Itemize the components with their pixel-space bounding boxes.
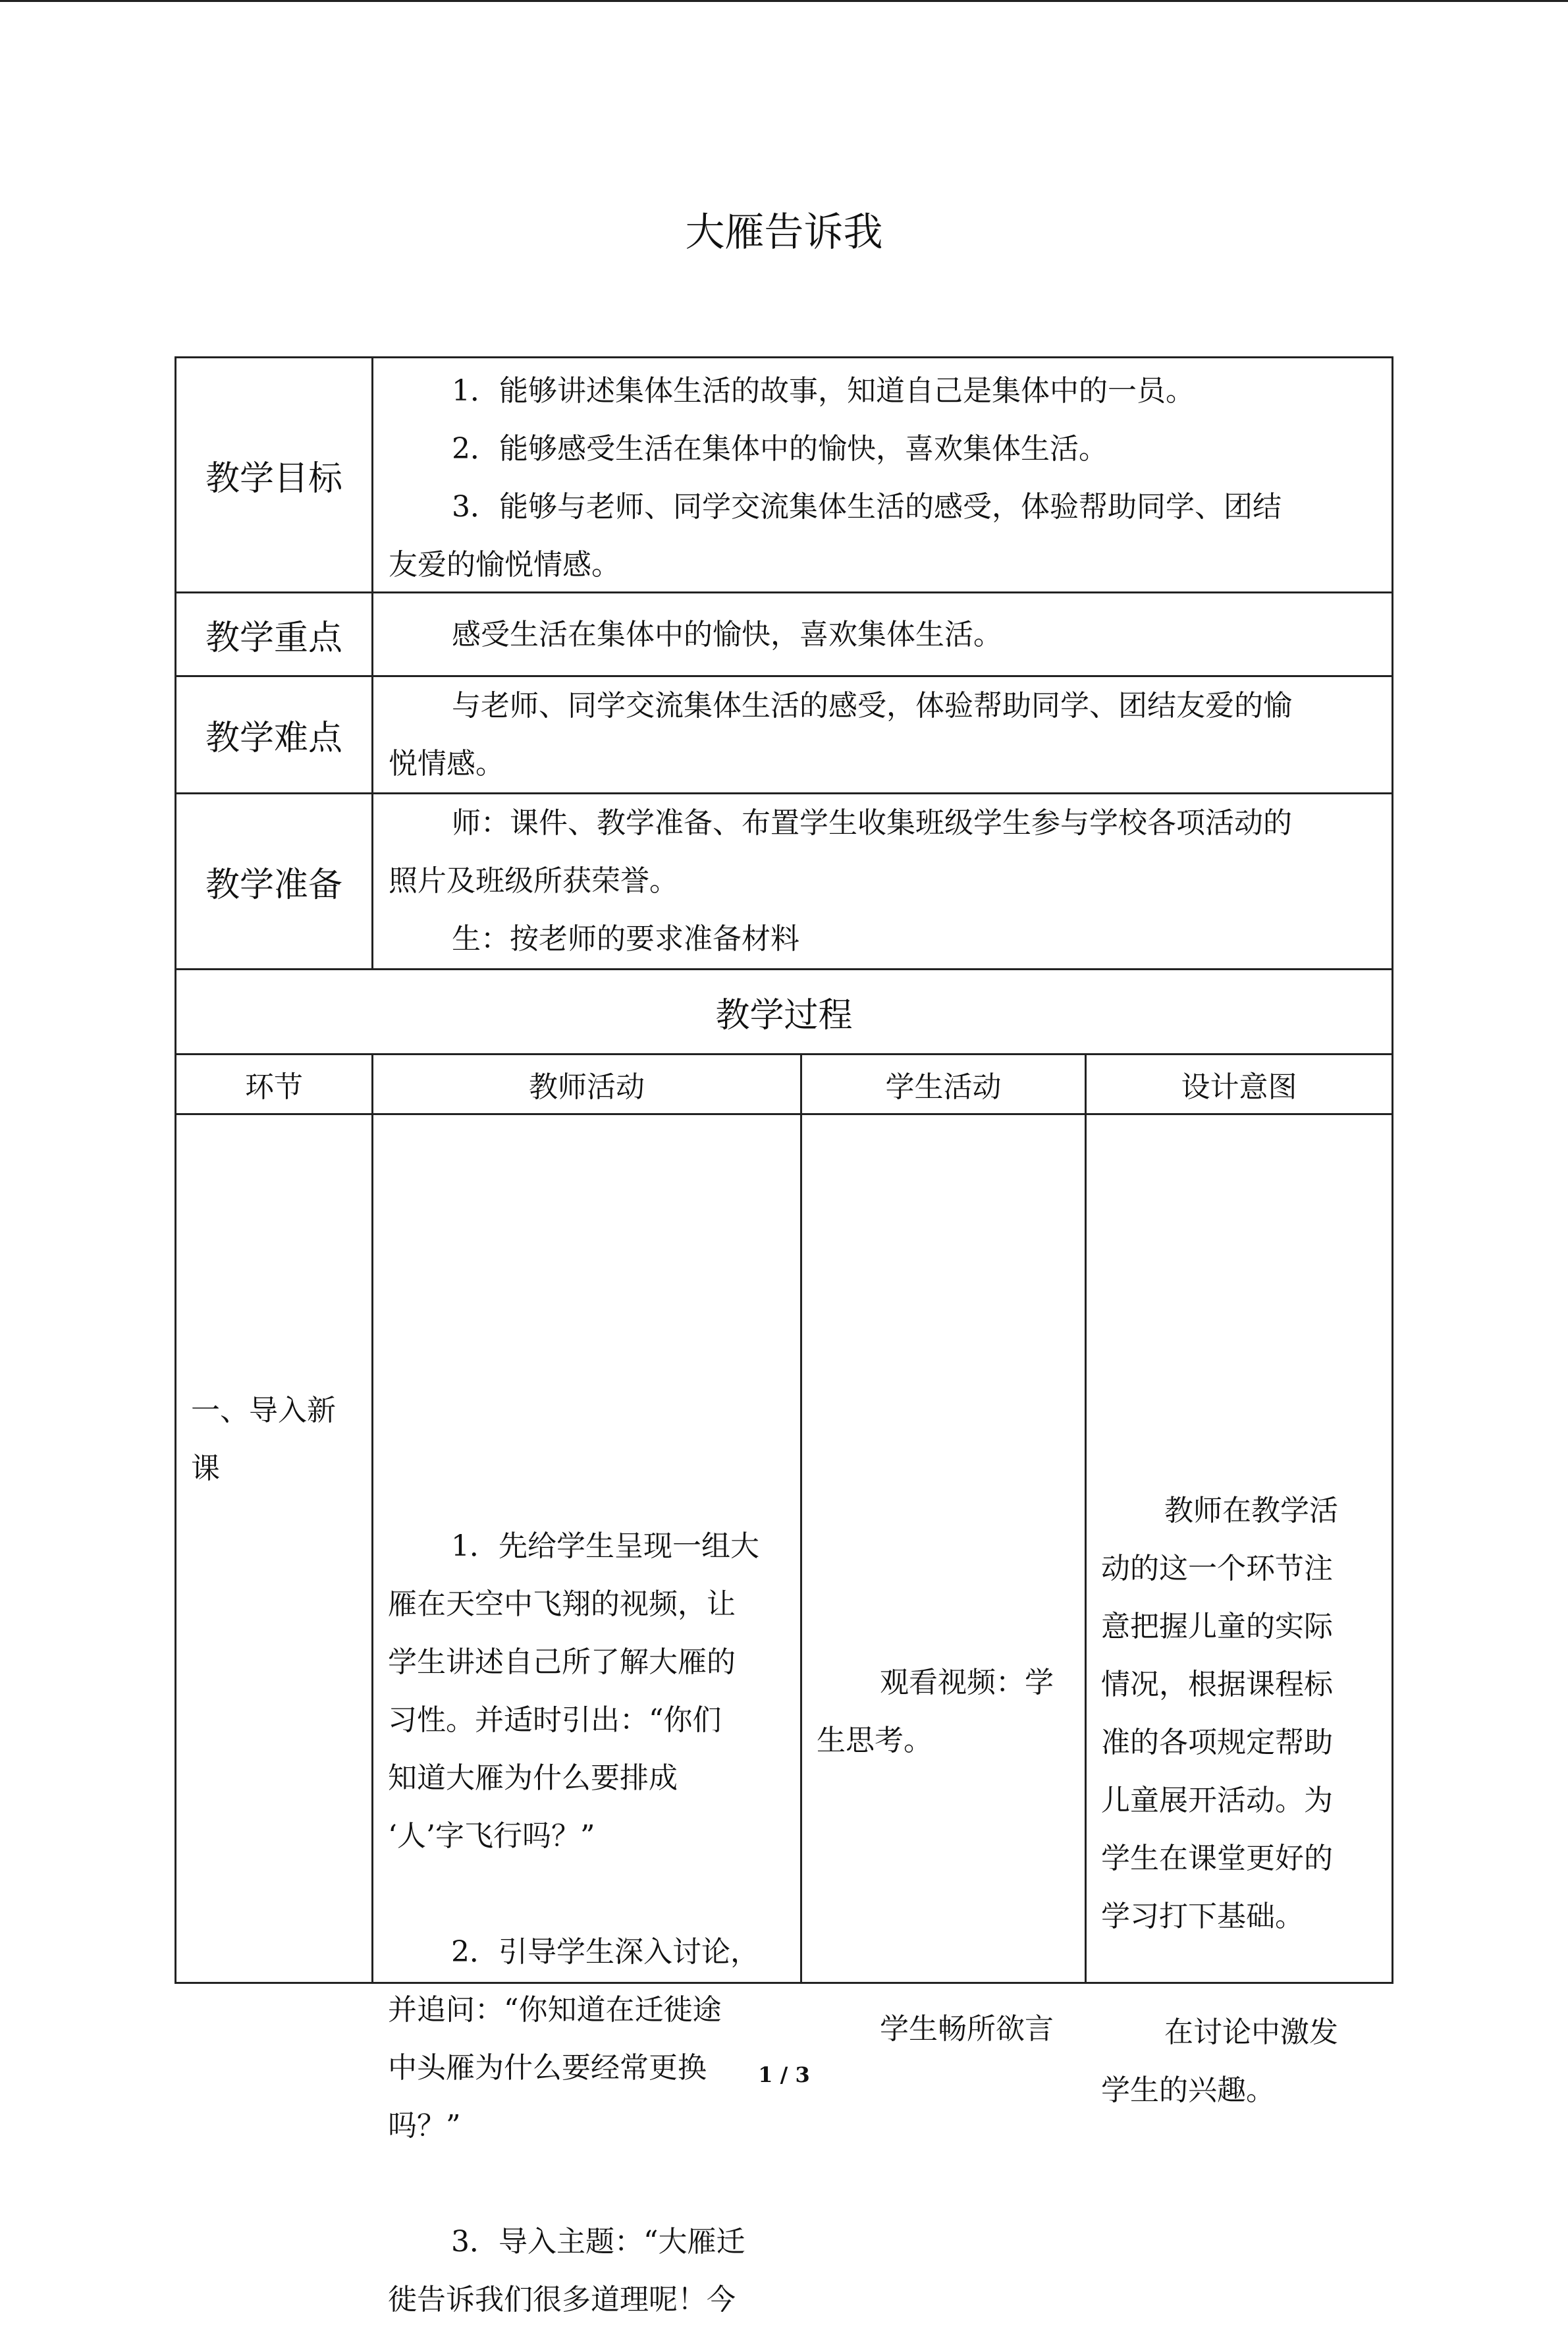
preparation-text: 生：按老师的要求准备材料 — [452, 922, 799, 956]
teacher-step-1: 1．先给学生呈现一组大 — [451, 1529, 759, 1563]
label-column-divider — [371, 356, 373, 968]
difficulty-content — [389, 677, 1376, 793]
top-border — [0, 0, 1568, 2]
stage-text: 课 — [191, 1452, 220, 1485]
header-stage: 环节 — [245, 1070, 303, 1104]
design-intent-text: 学生的兴趣。 — [1101, 2073, 1275, 2107]
student-activity-text: 学生畅所欲言 — [880, 2012, 1054, 2046]
design-intent-text: 学习打下基础。 — [1101, 1900, 1304, 1933]
student-activity-cell — [802, 1654, 1085, 1770]
student-activity-text: 生思考。 — [817, 1724, 933, 1757]
design-intent-text: 学生在课堂更好的 — [1101, 1842, 1333, 1875]
teacher-step-3: 3．导入主题：“大雁迁 — [451, 2225, 745, 2259]
table-border-right — [1392, 356, 1393, 1984]
stage-text: 一、导入新 — [191, 1394, 336, 1427]
page-title: 大雁告诉我 — [685, 209, 883, 256]
key-points-label: 教学重点 — [205, 618, 342, 658]
design-intent-text: 儿童展开活动。为 — [1101, 1784, 1333, 1817]
header-teacher-activity: 教师活动 — [529, 1070, 645, 1104]
design-intent-text: 动的这一个环节注 — [1101, 1552, 1333, 1585]
design-intent-text: 意把握儿童的实际 — [1101, 1610, 1333, 1643]
goals-label: 教学目标 — [205, 458, 342, 499]
preparation-content — [389, 794, 1376, 968]
student-activity-cell-2 — [802, 2000, 1085, 2058]
teacher-step-3-line: 徙告诉我们很多道理呢！今 — [388, 2283, 736, 2316]
teacher-step-2-line: 中头雁为什么要经常更换 — [388, 2051, 707, 2085]
student-activity-text: 观看视频：学 — [880, 1666, 1054, 1699]
goal-item: 2．能够感受生活在集体中的愉快，喜欢集体生活。 — [452, 432, 1108, 466]
preparation-text: 照片及班级所获荣誉。 — [389, 864, 678, 898]
teacher-step-2: 2．引导学生深入讨论， — [451, 1935, 759, 1969]
difficulty-text: 悦情感。 — [389, 747, 504, 781]
design-intent-cell — [1087, 1482, 1392, 2120]
teacher-step-1-line: 学生讲述自己所了解大雁的 — [388, 1645, 736, 1679]
design-intent-text: 教师在教学活 — [1164, 1494, 1338, 1527]
teacher-step-1-line: 雁在天空中飞翔的视频，让 — [388, 1587, 736, 1621]
page-number: 1 / 3 — [758, 2062, 810, 2087]
goal-item: 3．能够与老师、同学交流集体生活的感受，体验帮助同学、团结 — [452, 490, 1282, 524]
stage-cell — [176, 1382, 371, 1498]
teacher-step-1-line: ‘人’字飞行吗？” — [388, 1819, 595, 1853]
preparation-label: 教学准备 — [205, 865, 342, 905]
row-divider — [175, 1113, 1393, 1115]
key-points-content — [389, 606, 1376, 664]
goals-content — [389, 362, 1376, 594]
difficulty-label: 教学难点 — [205, 719, 342, 758]
column-divider — [800, 1053, 802, 1984]
design-intent-text: 情况，根据课程标 — [1101, 1668, 1333, 1701]
header-student-activity: 学生活动 — [885, 1070, 1002, 1104]
header-design-intent: 设计意图 — [1181, 1070, 1297, 1104]
process-title: 教学过程 — [715, 995, 853, 1035]
teacher-step-1-line: 习性。并适时引出：“你们 — [388, 1703, 722, 1737]
teacher-step-2-line: 并追问：“你知道在迁徙途 — [388, 1993, 722, 2027]
teacher-step-1-line: 知道大雁为什么要排成 — [388, 1761, 678, 1795]
teacher-activity-cell — [373, 1518, 800, 2329]
goal-item-continuation: 友爱的愉悦情感。 — [389, 548, 620, 582]
teacher-step-2-line: 吗？” — [388, 2109, 461, 2143]
key-points-text: 感受生活在集体中的愉快，喜欢集体生活。 — [452, 618, 1002, 651]
design-intent-text: 准的各项规定帮助 — [1101, 1726, 1333, 1759]
difficulty-text: 与老师、同学交流集体生活的感受，体验帮助同学、团结友爱的愉 — [452, 689, 1292, 723]
design-intent-text: 在讨论中激发 — [1164, 2015, 1338, 2049]
goal-item: 1．能够讲述集体生活的故事，知道自己是集体中的一员。 — [452, 374, 1195, 408]
preparation-text: 师：课件、教学准备、布置学生收集班级学生参与学校各项活动的 — [452, 806, 1292, 840]
